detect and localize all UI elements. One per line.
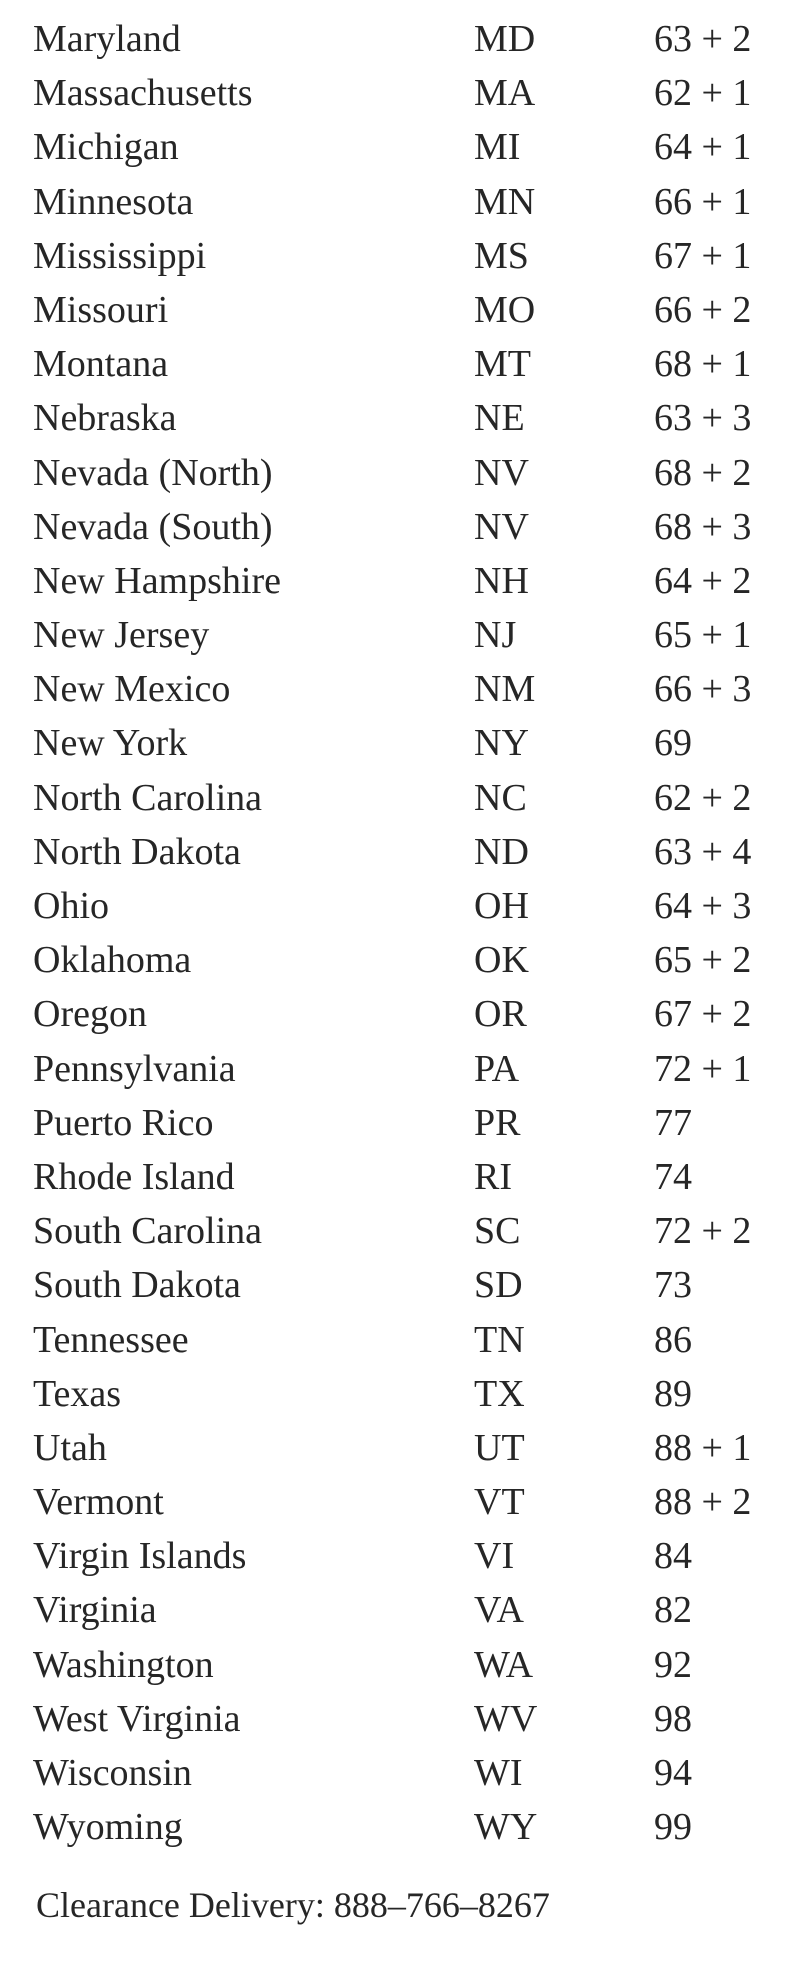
table-row bbox=[33, 1367, 773, 1421]
state-name: Nevada (North) bbox=[33, 451, 273, 494]
state-code: 99 bbox=[654, 1806, 692, 1849]
state-abbreviation: WI bbox=[474, 1752, 523, 1794]
state-name: New York bbox=[33, 722, 188, 765]
state-name: Texas bbox=[33, 1372, 122, 1415]
state-abbreviation: PR bbox=[474, 1101, 521, 1144]
state-code: 65 + 1 bbox=[654, 614, 752, 657]
state-abbreviation: NM bbox=[474, 668, 536, 711]
state-name: Nebraska bbox=[33, 397, 177, 440]
state-abbreviation: NV bbox=[474, 451, 529, 494]
state-code: 66 + 3 bbox=[654, 668, 752, 711]
table-row bbox=[33, 120, 773, 174]
state-abbreviation: TX bbox=[474, 1372, 525, 1415]
state-abbreviation: MA bbox=[474, 72, 536, 115]
state-code: 82 bbox=[654, 1589, 692, 1632]
state-name: New Hampshire bbox=[33, 559, 281, 602]
state-name: South Carolina bbox=[33, 1210, 263, 1253]
state-name: Michigan bbox=[33, 126, 179, 169]
state-abbreviation: NE bbox=[474, 397, 525, 440]
state-name: Mississippi bbox=[33, 234, 207, 277]
state-abbreviation: TN bbox=[474, 1318, 525, 1361]
state-name: Rhode Island bbox=[33, 1155, 235, 1198]
state-name: Massachusetts bbox=[33, 72, 253, 115]
state-name: Vermont bbox=[33, 1481, 164, 1524]
table-row bbox=[33, 1421, 773, 1475]
state-abbreviation: MD bbox=[474, 18, 536, 60]
state-code: 92 bbox=[654, 1643, 692, 1686]
state-code: 88 + 1 bbox=[654, 1426, 752, 1469]
state-code: 86 bbox=[654, 1318, 692, 1361]
state-name: North Carolina bbox=[33, 776, 263, 819]
state-code: 67 + 2 bbox=[654, 993, 752, 1036]
state-code: 65 + 2 bbox=[654, 939, 752, 982]
state-code: 69 bbox=[654, 722, 692, 765]
state-code: 64 + 2 bbox=[654, 559, 752, 602]
state-code: 88 + 2 bbox=[654, 1481, 752, 1524]
table-row bbox=[33, 608, 773, 662]
state-abbreviation: NC bbox=[474, 776, 527, 819]
table-row bbox=[33, 1692, 773, 1746]
state-name: Wisconsin bbox=[33, 1752, 192, 1794]
state-abbreviation: MS bbox=[474, 234, 529, 277]
state-abbreviation: NY bbox=[474, 722, 529, 765]
state-abbreviation: NV bbox=[474, 505, 529, 548]
state-name: New Jersey bbox=[33, 614, 210, 657]
state-abbreviation: RI bbox=[474, 1155, 512, 1198]
state-name: Tennessee bbox=[33, 1318, 189, 1361]
state-code: 66 + 2 bbox=[654, 288, 752, 331]
state-code: 63 + 2 bbox=[654, 18, 752, 60]
state-name: Maryland bbox=[33, 18, 181, 60]
state-code: 98 bbox=[654, 1697, 692, 1740]
state-code: 68 + 2 bbox=[654, 451, 752, 494]
table-row bbox=[33, 12, 773, 66]
table-row bbox=[33, 933, 773, 987]
state-abbreviation: UT bbox=[474, 1426, 525, 1469]
state-name: Missouri bbox=[33, 288, 169, 331]
state-abbreviation: ND bbox=[474, 830, 529, 873]
state-name: North Dakota bbox=[33, 830, 241, 873]
state-code: 64 + 1 bbox=[654, 126, 752, 169]
state-abbreviation: VI bbox=[474, 1535, 515, 1578]
state-abbreviation: MI bbox=[474, 126, 521, 169]
state-code: 67 + 1 bbox=[654, 234, 752, 277]
table-row bbox=[33, 1313, 773, 1367]
state-name: Puerto Rico bbox=[33, 1101, 214, 1144]
table-row bbox=[33, 283, 773, 337]
state-abbreviation: OH bbox=[474, 885, 529, 927]
state-name: South Dakota bbox=[33, 1264, 241, 1307]
state-abbreviation: MT bbox=[474, 343, 531, 386]
table-row bbox=[33, 175, 773, 229]
table-row bbox=[33, 879, 773, 933]
state-abbreviation: VA bbox=[474, 1589, 524, 1632]
state-abbreviation: SD bbox=[474, 1264, 523, 1307]
state-code: 72 + 2 bbox=[654, 1210, 752, 1253]
state-code: 63 + 4 bbox=[654, 830, 752, 873]
state-name: Nevada (South) bbox=[33, 505, 273, 548]
table-row bbox=[33, 1096, 773, 1150]
state-code: 62 + 1 bbox=[654, 72, 752, 115]
state-abbreviation: VT bbox=[474, 1481, 525, 1524]
state-code: 62 + 2 bbox=[654, 776, 752, 819]
state-code: 77 bbox=[654, 1101, 692, 1144]
state-name: New Mexico bbox=[33, 668, 231, 711]
table-row bbox=[33, 1638, 773, 1692]
state-name: Washington bbox=[33, 1643, 214, 1686]
table-row bbox=[33, 1475, 773, 1529]
state-code: 89 bbox=[654, 1372, 692, 1415]
table-row bbox=[33, 500, 773, 554]
table-row bbox=[33, 771, 773, 825]
state-name: Pennsylvania bbox=[33, 1047, 236, 1090]
state-code: 94 bbox=[654, 1752, 692, 1794]
state-name: Oregon bbox=[33, 993, 147, 1036]
state-name: Utah bbox=[33, 1426, 107, 1469]
table-row bbox=[33, 554, 773, 608]
table-row bbox=[33, 825, 773, 879]
state-code: 64 + 3 bbox=[654, 885, 752, 927]
table-row bbox=[33, 1150, 773, 1204]
table-row bbox=[33, 1800, 773, 1854]
state-name: Virgin Islands bbox=[33, 1535, 247, 1578]
state-code: 63 + 3 bbox=[654, 397, 752, 440]
state-abbreviation: NH bbox=[474, 559, 529, 602]
state-name: Oklahoma bbox=[33, 939, 192, 982]
table-row bbox=[33, 716, 773, 770]
state-code: 73 bbox=[654, 1264, 692, 1307]
table-row bbox=[33, 391, 773, 445]
table-row bbox=[33, 662, 773, 716]
state-abbreviation: WV bbox=[474, 1697, 538, 1740]
state-code-table bbox=[33, 12, 773, 1854]
state-code: 66 + 1 bbox=[654, 180, 752, 223]
state-code: 74 bbox=[654, 1155, 692, 1198]
state-abbreviation: OR bbox=[474, 993, 527, 1036]
state-code: 84 bbox=[654, 1535, 692, 1578]
state-name: Minnesota bbox=[33, 180, 194, 223]
state-name: West Virginia bbox=[33, 1697, 241, 1740]
state-code: 68 + 3 bbox=[654, 505, 752, 548]
table-row bbox=[33, 987, 773, 1041]
state-abbreviation: SC bbox=[474, 1210, 521, 1253]
state-abbreviation: WY bbox=[474, 1806, 538, 1849]
table-row bbox=[33, 1258, 773, 1312]
table-row bbox=[33, 1583, 773, 1637]
state-name: Ohio bbox=[33, 885, 109, 927]
table-row bbox=[33, 66, 773, 120]
clearance-delivery-phone: Clearance Delivery: 888–766–8267 bbox=[36, 1885, 550, 1925]
table-row bbox=[33, 446, 773, 500]
table-row bbox=[33, 229, 773, 283]
state-name: Virginia bbox=[33, 1589, 157, 1632]
table-row bbox=[33, 1042, 773, 1096]
state-abbreviation: NJ bbox=[474, 614, 517, 657]
state-abbreviation: PA bbox=[474, 1047, 520, 1090]
state-code: 68 + 1 bbox=[654, 343, 752, 386]
state-abbreviation: MO bbox=[474, 288, 536, 331]
state-abbreviation: WA bbox=[474, 1643, 534, 1686]
table-row bbox=[33, 1746, 773, 1800]
state-code: 72 + 1 bbox=[654, 1047, 752, 1090]
state-abbreviation: MN bbox=[474, 180, 536, 223]
table-row bbox=[33, 1204, 773, 1258]
state-abbreviation: OK bbox=[474, 939, 529, 982]
table-row bbox=[33, 1529, 773, 1583]
state-name: Wyoming bbox=[33, 1806, 183, 1849]
table-row bbox=[33, 337, 773, 391]
state-name: Montana bbox=[33, 343, 169, 386]
